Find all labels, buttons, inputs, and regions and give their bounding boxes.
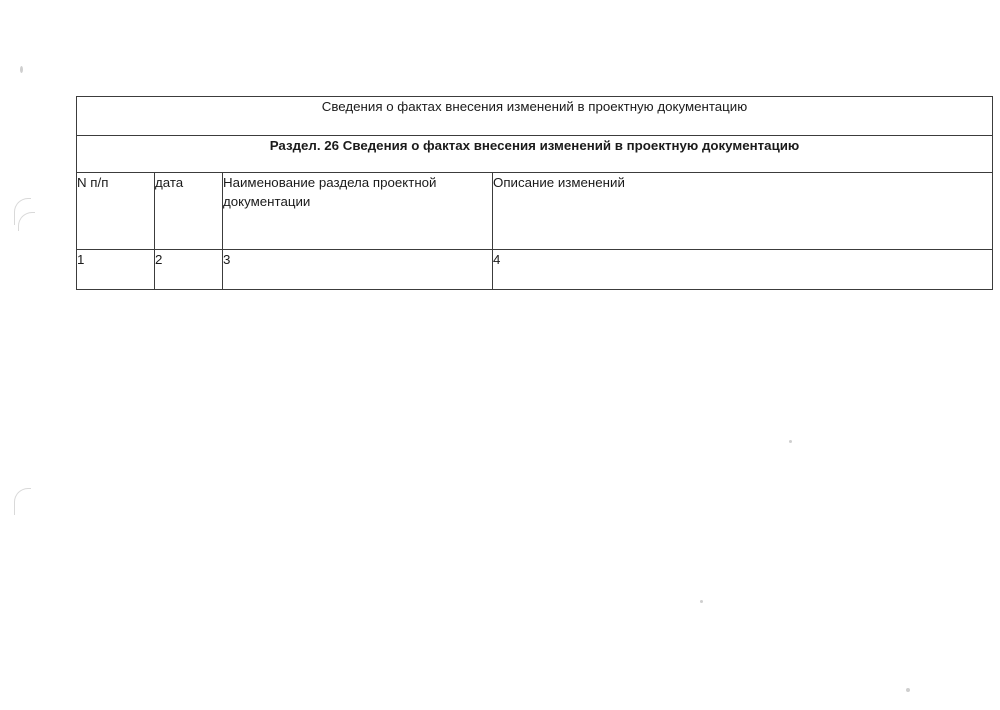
table-row-column-numbers — [77, 250, 993, 290]
scan-mark-hook-top — [14, 198, 31, 225]
changes-table — [76, 96, 993, 290]
scan-mark-hook-top-small — [18, 212, 35, 231]
column-header-section-name: Наименование раздела проектной документации — [223, 173, 493, 250]
column-number-1: 1 — [77, 250, 155, 290]
column-header-change-description: Описание изменений — [493, 173, 993, 250]
column-header-date: дата — [155, 173, 223, 250]
section-heading: Раздел. 26 Сведения о фактах внесения изменений в проектную документацию — [77, 136, 993, 173]
table-row-section — [77, 136, 993, 173]
scan-speck — [906, 688, 910, 692]
scan-speck — [20, 66, 23, 73]
column-header-number: N п/п — [77, 173, 155, 250]
column-number-2: 2 — [155, 250, 223, 290]
scan-speck — [789, 440, 792, 443]
document-title: Сведения о фактах внесения изменений в проектную документацию — [77, 97, 993, 136]
table-row-title — [77, 97, 993, 136]
column-number-4: 4 — [493, 250, 993, 290]
column-number-3: 3 — [223, 250, 493, 290]
scan-mark-hook-bottom — [14, 488, 31, 515]
table-row-headers — [77, 173, 993, 250]
scan-speck — [700, 600, 703, 603]
